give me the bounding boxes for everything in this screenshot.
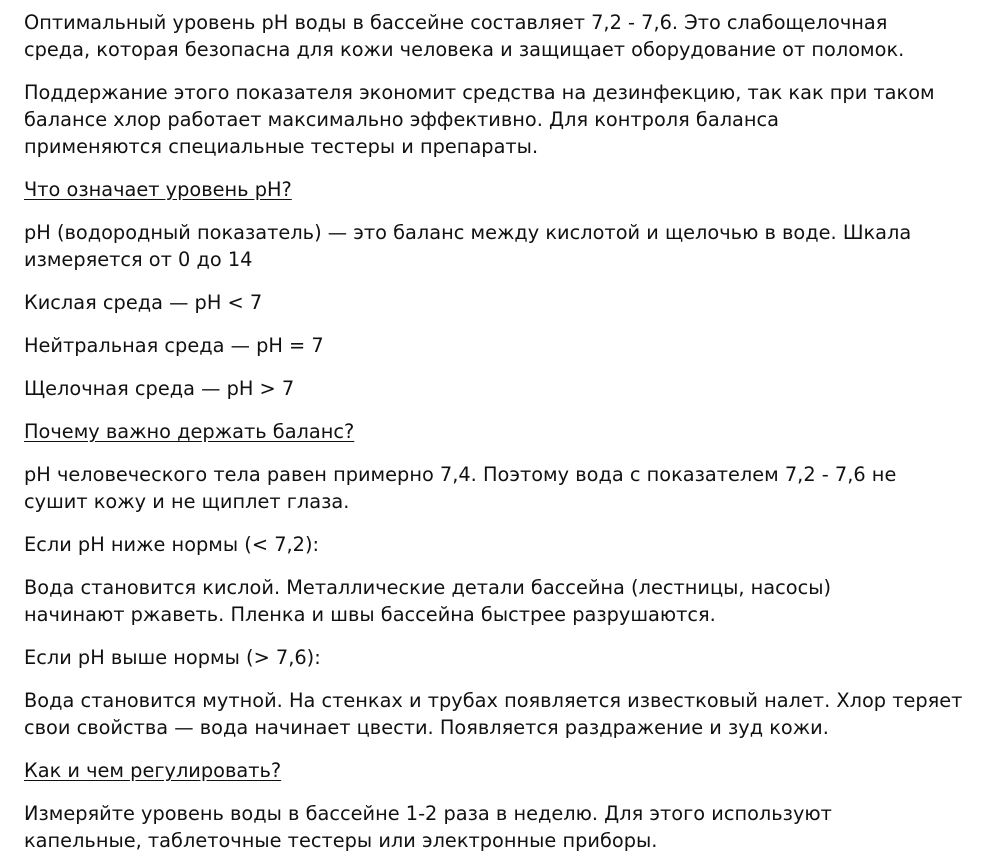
text-line: балансе хлор работает максимально эффективно. Для контроля баланса bbox=[24, 108, 780, 131]
paragraph-alkaline bbox=[24, 375, 976, 402]
text-line: применяются специальные тестеры и препараты. bbox=[24, 135, 539, 158]
text-line: среда, которая безопасна для кожи человека и защищает оборудование от поломок. bbox=[24, 38, 905, 61]
text-line: Кислая среда — pH < 7 bbox=[24, 291, 263, 314]
text-line: Вода становится кислой. Металлические детали бассейна (лестницы, насосы) bbox=[24, 576, 832, 599]
paragraph-low-ph-effects bbox=[24, 574, 976, 628]
text-line: Если pH ниже нормы (< 7,2): bbox=[24, 533, 320, 556]
text-line: Щелочная среда — pH > 7 bbox=[24, 377, 295, 400]
heading-what-is-ph bbox=[24, 176, 976, 203]
text-line: свои свойства — вода начинает цвести. Появляется раздражение и зуд кожи. bbox=[24, 716, 829, 739]
heading-how-to-regulate bbox=[24, 757, 976, 784]
text-line: Измеряйте уровень воды в бассейне 1-2 раза в неделю. Для этого используют bbox=[24, 802, 832, 825]
text-line: Оптимальный уровень pH воды в бассейне составляет 7,2 - 7,6. Это слабощелочная bbox=[24, 11, 888, 34]
paragraph-neutral bbox=[24, 332, 976, 359]
text-line: Если pH выше нормы (> 7,6): bbox=[24, 646, 321, 669]
heading-why-balance bbox=[24, 418, 976, 445]
paragraph-maintenance bbox=[24, 79, 976, 160]
heading-text: Как и чем регулировать? bbox=[24, 759, 282, 782]
text-line: начинают ржаветь. Пленка и швы бассейна быстрее разрушаются. bbox=[24, 603, 716, 626]
paragraph-high-ph-title bbox=[24, 644, 976, 671]
heading-text: Почему важно держать баланс? bbox=[24, 420, 355, 443]
paragraph-ph-definition bbox=[24, 219, 976, 273]
text-line: pH человеческого тела равен примерно 7,4. Поэтому вода с показателем 7,2 - 7,6 не bbox=[24, 463, 897, 486]
paragraph-acidic bbox=[24, 289, 976, 316]
paragraph-body-ph bbox=[24, 461, 976, 515]
heading-text: Что означает уровень pH? bbox=[24, 178, 292, 201]
text-line: pH (водородный показатель) — это баланс между кислотой и щелочью в воде. Шкала bbox=[24, 221, 912, 244]
text-line: капельные, таблеточные тестеры или электронные приборы. bbox=[24, 829, 658, 852]
text-line: Вода становится мутной. На стенках и трубах появляется известковый налет. Хлор теряет bbox=[24, 689, 963, 712]
text-line: сушит кожу и не щиплет глаза. bbox=[24, 490, 350, 513]
text-line: измеряется от 0 до 14 bbox=[24, 248, 253, 271]
paragraph-low-ph-title bbox=[24, 531, 976, 558]
paragraph-high-ph-effects bbox=[24, 687, 976, 741]
paragraph-measuring bbox=[24, 800, 976, 854]
text-line: Поддержание этого показателя экономит средства на дезинфекцию, так как при таком bbox=[24, 81, 935, 104]
paragraph-optimal-ph bbox=[24, 9, 976, 63]
text-line: Нейтральная среда — pH = 7 bbox=[24, 334, 324, 357]
